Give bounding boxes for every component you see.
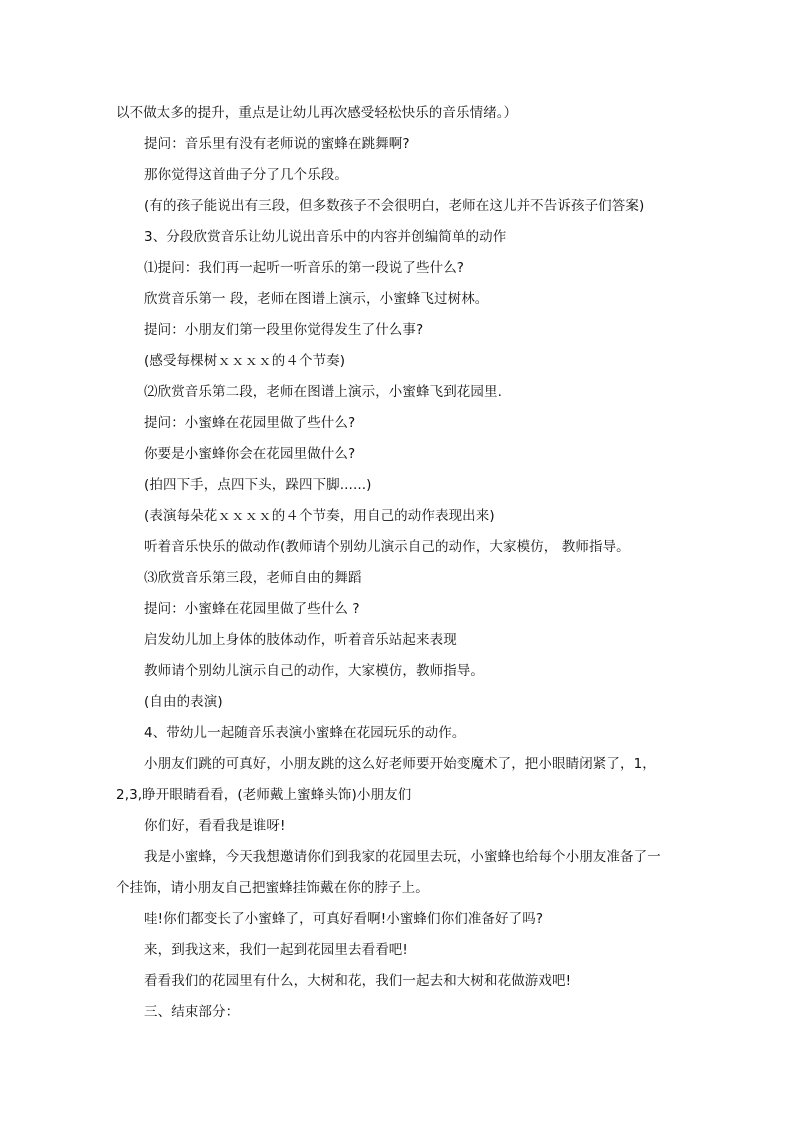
paragraph-line: (表演每朵花ｘｘｘｘ的４个节奏，用自己的动作表现出来) <box>144 508 495 524</box>
paragraph-line: ⑵欣赏音乐第二段，老师在图谱上演示，小蜜蜂飞到花园里. <box>144 384 502 400</box>
paragraph-line: 听着音乐快乐的做动作(教师请个别幼儿演示自己的动作，大家模仿， 教师指导。 <box>144 539 630 555</box>
paragraph-line: (感受每棵树ｘｘｘｘ的４个节奏) <box>144 353 346 369</box>
paragraph-line: 来，到我这来，我们一起到花园里去看看吧! <box>144 942 408 958</box>
paragraph-line: 那你觉得这首曲子分了几个乐段。 <box>144 167 348 183</box>
paragraph-line: (自由的表演) <box>144 694 223 710</box>
paragraph-line: 启发幼儿加上身体的肢体动作，听着音乐站起来表现 <box>144 632 457 648</box>
paragraph-line: 提问：小蜜蜂在花园里做了些什么 ? <box>144 601 360 617</box>
paragraph-line: ⑴提问：我们再一起听一听音乐的第一段说了些什么? <box>144 260 465 276</box>
paragraph-line: 你要是小蜜蜂你会在花园里做什么? <box>144 446 356 462</box>
paragraph-line: 小朋友们跳的可真好，小朋友跳的这么好老师要开始变魔术了，把小眼睛闭紧了，1， <box>144 756 656 772</box>
paragraph-line: 提问：音乐里有没有老师说的蜜蜂在跳舞啊? <box>144 136 410 152</box>
paragraph-line: 哇!你们都变长了小蜜蜂了，可真好看啊!小蜜蜂们你们准备好了吗? <box>144 911 544 927</box>
paragraph-line: ⑶欣赏音乐第三段，老师自由的舞蹈 <box>144 570 362 586</box>
paragraph-line: 教师请个别幼儿演示自己的动作，大家模仿，教师指导。 <box>144 663 484 679</box>
paragraph-line: 提问：小朋友们第一段里你觉得发生了什么事? <box>144 322 424 338</box>
paragraph-line: 你们好，看看我是谁呀! <box>144 818 286 834</box>
paragraph-line: 个挂饰，请小朋友自己把蜜蜂挂饰戴在你的脖子上。 <box>116 880 429 896</box>
section-heading: 三、结束部分： <box>144 1004 240 1020</box>
section-heading: 4、带幼儿一起随音乐表演小蜜蜂在花园玩乐的动作。 <box>144 725 466 741</box>
paragraph-line: 2,3,睁开眼睛看看，(老师戴上蜜蜂头饰)小朋友们 <box>116 787 412 803</box>
paragraph-line: 看看我们的花园里有什么，大树和花，我们一起去和大树和花做游戏吧! <box>144 973 572 989</box>
paragraph-line: 欣赏音乐第一 段，老师在图谱上演示，小蜜蜂飞过树林。 <box>144 291 489 307</box>
paragraph-line: (拍四下手，点四下头，跺四下脚......) <box>144 477 372 493</box>
paragraph-line: 提问：小蜜蜂在花园里做了些什么? <box>144 415 356 431</box>
section-heading: 3、分段欣赏音乐让幼儿说出音乐中的内容并创编简单的动作 <box>144 229 507 245</box>
paragraph-line: 以不做太多的提升，重点是让幼儿再次感受轻松快乐的音乐情绪。） <box>116 105 518 121</box>
paragraph-line: 我是小蜜蜂，今天我想邀请你们到我家的花园里去玩，小蜜蜂也给每个小朋友准备了一 <box>144 849 661 865</box>
paragraph-line: (有的孩子能说出有三段，但多数孩子不会很明白，老师在这儿并不告诉孩子们答案) <box>144 198 645 214</box>
